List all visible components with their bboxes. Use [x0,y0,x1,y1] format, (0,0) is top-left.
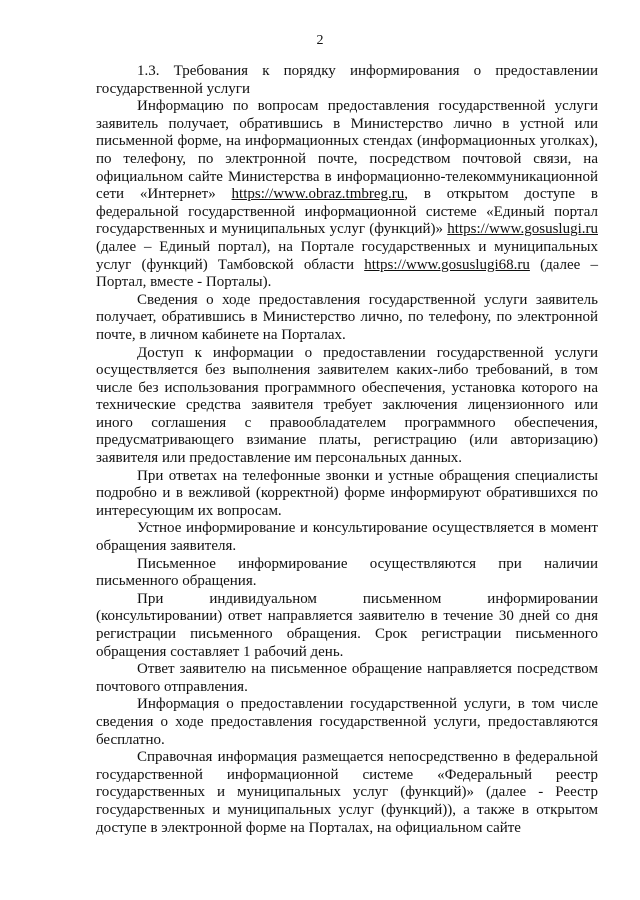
paragraph-individual-written: При индивидуальном письменном информировании (консультировании) ответ направляется заявителю в течение 30 дней со дня регистрации письменного обращения. Срок регистрации письменного обращения составляет 1 рабочий день. [96,590,598,660]
gosuslugi68-link[interactable]: https://www.gosuslugi68.ru [364,256,530,273]
gosuslugi-link[interactable]: https://www.gosuslugi.ru [447,221,598,238]
paragraph-phone-answers: При ответах на телефонные звонки и устные обращения специалисты подробно и в вежливой (корректной) форме информируют обратившихся по интересующим их вопросам. [96,467,598,519]
section-heading: 1.3. Требования к порядку информирования о предоставлении государственной услуги [96,63,598,97]
paragraph-access: Доступ к информации о предоставлении государственной услуги осуществляется без выполнения заявителем каких-либо требований, в том числе без использования программного обеспечения, установка которого на технические средства заявителя требует заключения лицензионного или иного соглашения с правообладателем программного обеспечения, предусматривающего взимание платы, регистрацию (или авторизацию) заявителя или предоставление им персональных данных. [96,344,598,467]
paragraph-status-info: Сведения о ходе предоставления государственной услуги заявитель получает, обратившись в Министерство лично, по телефону, по электронной почте, в личном кабинете на Порталах. [96,291,598,343]
paragraph-postal-answer: Ответ заявителю на письменное обращение направляется посредством почтового отправления. [96,661,598,695]
paragraph-text: (далее – Единый портал), на Портале государственных и муниципальных услуг (функций) Тамбовской области [96,238,598,273]
ministry-site-link[interactable]: https://www.obraz.tmbreg.ru [231,186,405,203]
paragraph-text: Информацию по вопросам предоставления государственной услуги заявитель получает, обратившись в Министерство лично в устной или письменной форме, на информационных стендах (информационных уголках), по телефону, по электронной почте, посредством почтовой связи, на официальном сайте Министерства в информационно-телекоммуникационной сети «Интернет» [96,98,598,203]
document-body [96,63,598,837]
paragraph-written-info: Письменное информирование осуществляются при наличии письменного обращения. [96,555,598,590]
paragraph-oral-info: Устное информирование и консультирование осуществляется в момент обращения заявителя. [96,520,598,555]
paragraph-free-of-charge: Информация о предоставлении государственной услуги, в том числе сведения о ходе предоставления государственной услуги, предоставляются бесплатно. [96,696,598,748]
paragraph-text: (далее – Портал, вместе - Порталы). [96,256,598,291]
paragraph-reference-info: Справочная информация размещается непосредственно в федеральной государственной информационной системе «Федеральный реестр государственных и муниципальных услуг (функций)» (далее - Реестр государственных и муниципальных услуг (функций)), а также в открытом доступе в электронной форме на Порталах, на официальном сайте [96,749,598,836]
page-number: 2 [316,33,324,48]
paragraph-information-channels [96,98,598,292]
paragraph-text: , в открытом доступе в федеральной государственной информационной системе «Единый портал государственных и муниципальных услуг (функций)» [96,186,598,238]
